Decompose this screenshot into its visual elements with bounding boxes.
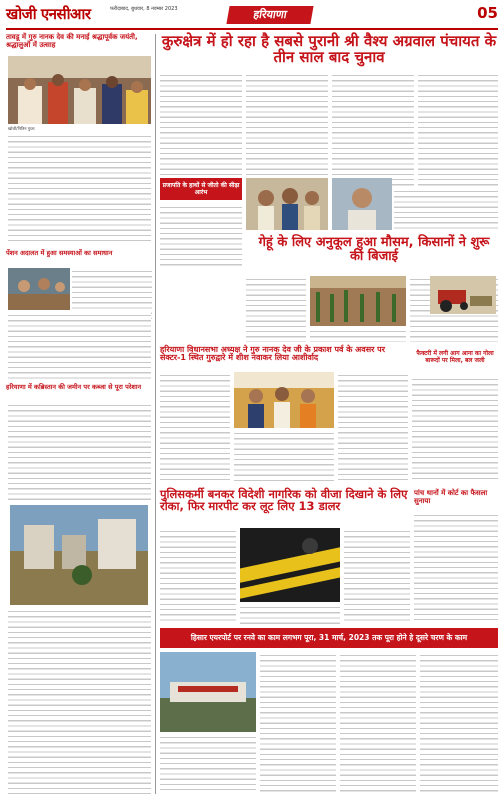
portrait-photo-icon: [332, 178, 392, 230]
vaishya-body-col4: [418, 72, 498, 186]
assembly-photo: [234, 372, 334, 428]
police-body-col2: [344, 528, 410, 624]
factory-headline: फैक्टरी में लगी आग आना का गोला बारूदों पर मिला, बल जली: [412, 346, 498, 372]
guru-left-headline: तावडू में गुरु नानक देव की मनाई श्रद्धापूर्वक जयंती, श्रद्धालुओं में उत्साह: [6, 33, 138, 49]
police-body-col1: [160, 528, 236, 624]
guru-left-photo: [8, 56, 151, 124]
vaishya-body-col1: [160, 72, 242, 176]
hisar-photo: [160, 652, 256, 732]
vaishya-photo-1: [246, 178, 328, 230]
crowd-photo-icon: [8, 56, 151, 124]
meeting-photo-icon: [8, 268, 70, 310]
kabristan-photo: [10, 505, 148, 605]
pension-body-2: [8, 312, 151, 382]
people-photo-icon: [246, 178, 328, 230]
fir-body: [414, 512, 498, 622]
mandir-headline: प्रजापति के हाथों से जीतो की सीढ़ा आरंभ: [160, 178, 242, 200]
crime-scene-photo-icon: [240, 528, 340, 602]
gurudwara-photo-icon: [234, 372, 334, 428]
fir-headline: पांच थानों में कोर्ट का फैसला सुनाया: [414, 489, 488, 505]
masthead: [6, 4, 498, 30]
mandir-body: [160, 204, 242, 266]
kabristan-body-2: [8, 608, 151, 794]
tractor-photo-icon: [430, 276, 496, 314]
issue-date: फरीदाबाद, बुधवार, 8 नवम्बर 2023: [110, 6, 178, 12]
airport-photo-icon: [160, 652, 256, 732]
section-tab: हरियाणा: [226, 6, 313, 24]
pension-photo: [8, 268, 70, 310]
guru-left-caption: खोजी/नितिन गुप्ता: [8, 126, 35, 131]
pension-headline: पेंशन अदालत में हुआ समस्याओं का समाधान: [6, 249, 113, 257]
wheat-body-col1: [246, 276, 306, 342]
assembly-body-col1: [160, 372, 230, 482]
assembly-body-col2: [234, 430, 334, 482]
page-number: 05: [477, 4, 498, 22]
assembly-body-col3: [338, 372, 408, 482]
hisar-body-col4: [420, 652, 498, 794]
farm-field-photo-icon: [310, 276, 406, 326]
column-divider: [155, 34, 156, 794]
wheat-body-col2: [310, 328, 406, 342]
kabristan-body: [8, 402, 151, 502]
vaishya-headline: कुरुक्षेत्र में हो रहा है सबसे पुरानी श्री वैश्य अग्रवाल पंचायत के तीन साल बाद चुनाव: [161, 32, 497, 66]
police-headline: पुलिसकर्मी बनकर विदेशी नागरिक को वीजा दिखाने के लिए रोका, फिर मारपीट कर लूट लिए 13 डालर: [160, 487, 408, 514]
factory-body: [412, 376, 498, 482]
wheat-photo-2: [430, 276, 496, 314]
assembly-headline: हरियाणा विधानसभा अध्यक्ष ने गुरु नानक देव जी के प्रकाश पर्व के अवसर पर सेक्टर-1 स्थित गुरुद्वारे में शीश नवाकर लिया आशीर्वाद: [160, 345, 385, 363]
hisar-headline: हिसार एयरपोर्ट पर रनवे का काम लगभग पूरा, 31 मार्च, 2023 तक पूरा होने हे दूसरे चरण के काम: [160, 628, 498, 648]
hisar-body-col2: [260, 652, 336, 794]
hisar-body-col3: [340, 652, 416, 794]
wheat-photo: [310, 276, 406, 326]
vaishya-body-col2: [246, 72, 328, 176]
crime-photo: [240, 528, 340, 602]
police-body-col3: [240, 604, 340, 624]
vaishya-photo-caption: [394, 188, 498, 230]
hisar-body-col1: [160, 734, 256, 794]
guru-left-body: [8, 133, 151, 243]
landscape-photo-icon: [10, 505, 148, 605]
newspaper-logo: खोजी एनसीआर: [6, 5, 91, 23]
vaishya-photo-2: [332, 178, 392, 230]
vaishya-body-col3: [332, 72, 414, 186]
kabristan-headline: हरियाणा में कब्रिस्तान की जमीन पर कब्जा से पूरा परेशान: [6, 383, 142, 391]
wheat-headline: गेहूं के लिए अनुकूल हुआ मौसम, किसानों ने शुरू की बिजाई: [258, 235, 490, 264]
